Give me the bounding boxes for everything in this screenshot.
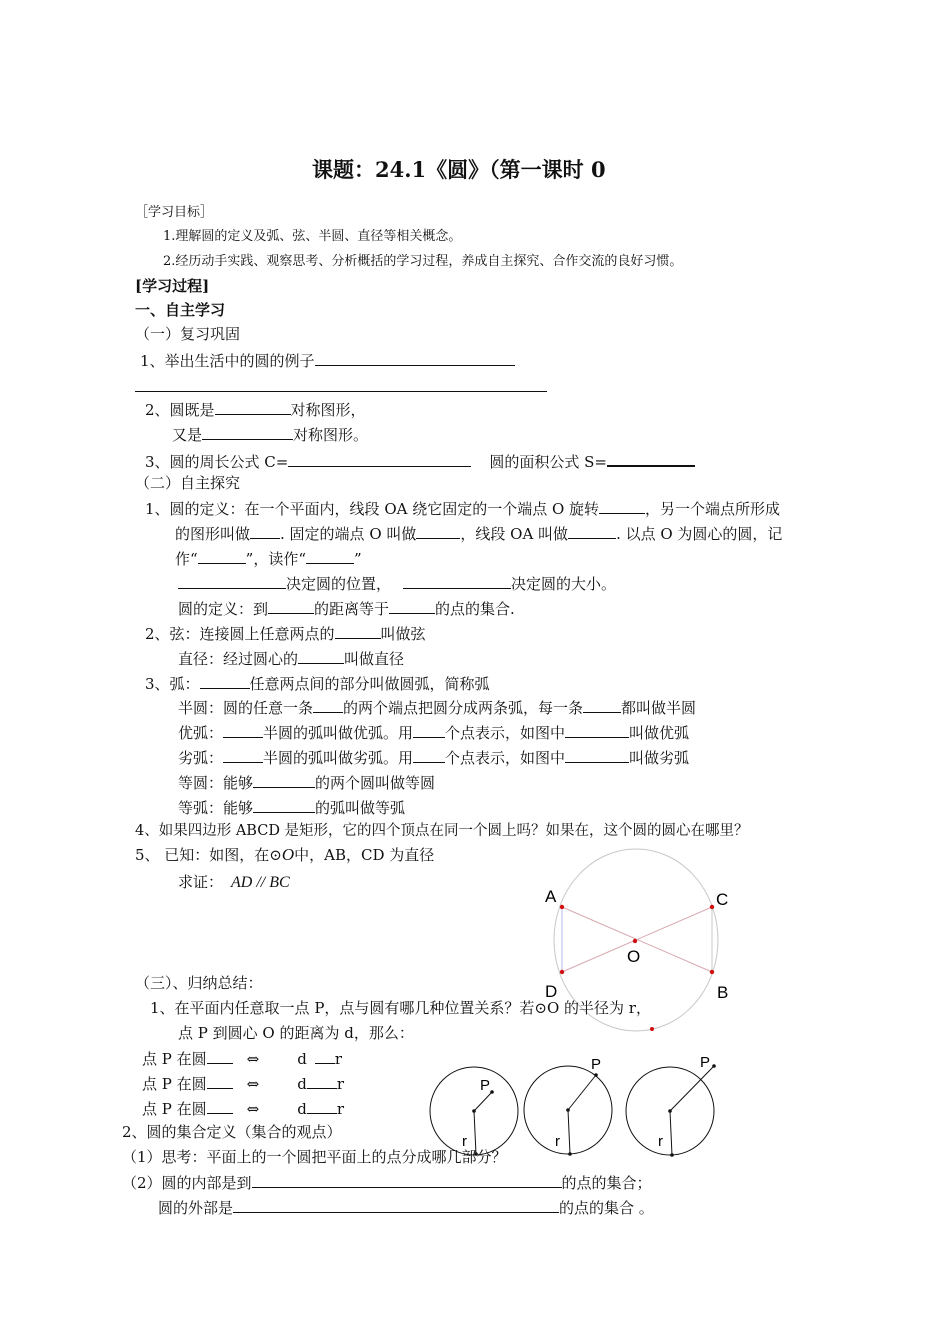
answer-blank[interactable] xyxy=(307,1098,337,1114)
summary-p1: 1、在平面内任意取一点 P，点与圆有哪几种位置关系？若⊙O 的半径为 r， xyxy=(150,999,651,1017)
arc-definition: 3、弧： 任意两点间的部分叫做圆弧，简称弧 xyxy=(145,675,490,693)
label-o: O xyxy=(627,947,641,966)
review-q2a: 2、圆既是 对称图形， xyxy=(145,401,366,419)
answer-blank[interactable] xyxy=(207,1048,233,1064)
circle-definition-line1: 1、圆的定义：在一个平面内，线段 OA 绕它固定的一个端点 O 旋转 ，另一个端点所形成 xyxy=(145,500,781,518)
label-r: r xyxy=(658,1133,663,1150)
major-arc-definition: 优弧： 半圆的弧叫做优弧。用 个点表示，如图中 叫做优弧 xyxy=(178,724,690,742)
position-row-1: 点 P 在圆 ⇔ d r xyxy=(142,1050,342,1068)
label-b: B xyxy=(717,983,729,1002)
answer-blank[interactable] xyxy=(315,1048,335,1064)
label-d: D xyxy=(545,982,558,1001)
point-position-figure-2 xyxy=(524,1056,612,1156)
question-4: 4、如果四边形 ABCD 是矩形，它的四个顶点在同一个圆上吗？如果在，这个圆的圆心在哪里？ xyxy=(135,823,749,839)
label-a: A xyxy=(545,887,557,906)
minor-arc-definition: 劣弧： 半圆的弧叫做劣弧。用 个点表示，如图中 叫做劣弧 xyxy=(178,749,690,767)
position-row-3: 点 P 在圆 ⇔ d r xyxy=(142,1100,344,1118)
point-position-figure-1 xyxy=(430,1067,518,1156)
review-heading: （一）复习巩固 xyxy=(135,325,241,343)
circle-definition-line2: 的图形叫做 . 固定的端点 O 叫做 ，线段 OA 叫做 . 以点 O 为圆心的圆，记 xyxy=(175,525,783,543)
circle-definition-line4: 决定圆的位置， 决定圆的大小。 xyxy=(178,573,616,594)
circle-definition-line5: 圆的定义：到 的距离等于 的点的集合. xyxy=(178,600,515,618)
think-question: （1）思考：平面上的一个圆把平面上的点分成哪几部分？ xyxy=(122,1148,507,1166)
inner-definition: （2）圆的内部是到 的点的集合； xyxy=(122,1174,652,1192)
objective-1: 1.理解圆的定义及弧、弦、半圆、直径等相关概念。 xyxy=(163,229,462,244)
prove-statement: 求证： AD // BC xyxy=(178,873,290,891)
objective-2: 2.经历动手实践、观察思考、分析概括的学习过程，养成自主探究、合作交流的良好习惯。 xyxy=(163,254,683,269)
section-heading: 一、自主学习 xyxy=(135,301,226,319)
diameter-definition: 直径：经过圆心的 叫做直径 xyxy=(178,650,405,668)
semicircle-definition: 半圆：圆的任意一条 的两个端点把圆分成两条弧，每一条 都叫做半圆 xyxy=(178,699,697,717)
answer-blank[interactable] xyxy=(207,1073,233,1089)
equal-arc-definition: 等弧：能够 的弧叫做等弧 xyxy=(178,799,406,817)
position-row-2: 点 P 在圆 ⇔ d r xyxy=(142,1075,344,1093)
label-p: P xyxy=(700,1054,711,1071)
answer-blank[interactable] xyxy=(307,1073,337,1089)
explore-heading: （二）自主探究 xyxy=(135,474,241,492)
objectives-heading: ［学习目标］ xyxy=(135,205,214,220)
summary-p2: 点 P 到圆心 O 的距离为 d，那么： xyxy=(178,1024,414,1042)
equal-circle-definition: 等圆：能够 的两个圆叫做等圆 xyxy=(178,774,436,792)
process-heading: [学习过程] xyxy=(135,277,210,295)
point-position-figure-3 xyxy=(626,1054,716,1157)
label-r: r xyxy=(555,1133,560,1150)
label-p: P xyxy=(591,1056,602,1073)
answer-blank[interactable] xyxy=(252,1172,562,1188)
label-p: P xyxy=(480,1077,491,1094)
question-5: 5、 已知：如图，在⊙O中，AB，CD 为直径 xyxy=(135,845,435,864)
summary-heading: （三）、归纳总结： xyxy=(135,974,263,992)
review-q1: 1、举出生活中的圆的例子 xyxy=(140,350,515,371)
label-r: r xyxy=(462,1133,467,1150)
chord-definition: 2、弦：连接圆上任意两点的 叫做弦 xyxy=(145,625,426,643)
label-c: C xyxy=(716,890,729,909)
review-q3: 3、圆的周长公式 C= 圆的面积公式 S= xyxy=(145,450,695,472)
set-definition-heading: 2、圆的集合定义（集合的观点） xyxy=(122,1123,342,1141)
answer-blank[interactable] xyxy=(207,1098,233,1114)
answer-blank[interactable] xyxy=(233,1197,559,1213)
page-title: 课题：24.1《圆》（第一课时 0 xyxy=(312,157,606,182)
outer-definition: 圆的外部是 的点的集合 。 xyxy=(158,1199,654,1217)
circle-definition-line3: 作“ ”，读作“ ” xyxy=(175,550,362,568)
review-q2b: 又是 对称图形。 xyxy=(172,426,369,444)
